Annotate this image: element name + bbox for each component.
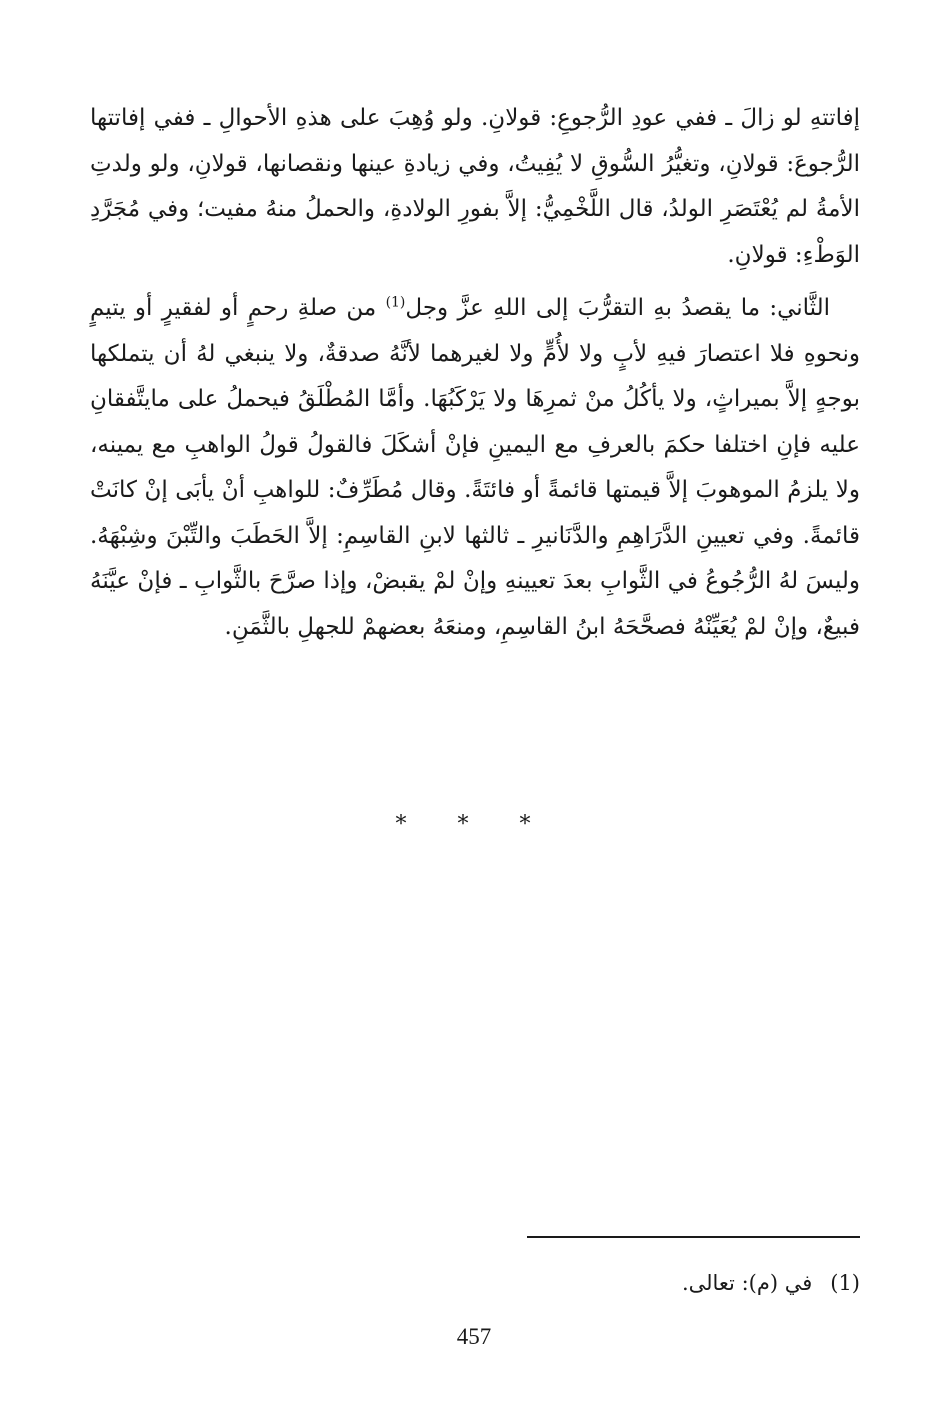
footnote-reference: (1) [385, 294, 406, 311]
footnote-number: (1) [830, 1271, 860, 1295]
paragraph-2 [90, 286, 860, 650]
main-text [90, 96, 860, 650]
section-separator: * * * [395, 812, 553, 837]
paragraph-2-rest: من صلةِ رحمٍ أو لفقيرٍ أو يتيمٍ ونحوهِ فلا اعتصارَ فيهِ لأبٍ ولا لأُمٍّ ولا لغيرهما لأنَّهُ صدقةٌ، ولا ينبغي لهُ أن يتملكها بوجهٍ إلاَّ بميراثٍ، ولا يأكُلُ منْ ثمرِهَا ولا يَرْكَبُهَا. وأمَّا المُطْلَقُ فيحملُ على مايتَّفقانِ عليه فإنِ اختلفا حكمَ بالعرفِ مع اليمينِ فإنْ أشكَلَ فالقولُ قولُ الواهبِ مع يمينه، ولا يلزمُ الموهوبَ إلاَّ قيمتها قائمةً أو فائتَةً. وقال مُطَرِّفٌ: للواهبِ أنْ يأبَى إنْ كانَتْ قائمةً. وفي تعيينِ الدَّرَاهِمِ والدَّنَانيرِ ـ ثالثها لابنِ القاسِمِ: إلاَّ الحَطَبَ والتِّبْنَ وشِبْهَهُ. وليسَ لهُ الرُّجُوعُ في الثَّوابِ بعدَ تعيينهِ وإنْ لمْ يقبضْ، وإذا صرَّحَ بالثَّوابِ ـ فإنْ عيَّنَهُ فبيعٌ، وإنْ لمْ يُعَيِّنْهُ فصحَّحَهُ ابنُ القاسِمِ، ومنعَهُ بعضهمْ للجهلِ بالثَّمَنِ. [90, 295, 860, 640]
footnote-divider [527, 1236, 860, 1238]
footnote [682, 1268, 860, 1298]
paragraph-1: إفاتتهِ لو زالَ ـ ففي عودِ الرُّجوعِ: قولانِ. ولو وُهِبَ على هذهِ الأحوالِ ـ ففي إفاتتها الرُّجوعَ: قولانِ، وتغيُّرُ السُّوقِ لا يُفِيتُ، وفي زيادةِ عينها ونقصانها، قولانِ، ولو ولدتِ الأمةُ لم يُعْتَصَرِ الولدُ، قال اللَّخْمِيُّ: إلاَّ بفورِ الولادةِ، والحملُ منهُ مفيت؛ وفي مُجَرَّدِ الوَطْءِ: قولانِ. [90, 105, 860, 268]
paragraph-2-start: الثَّاني: ما يقصدُ بهِ التقرُّبَ إلى اللهِ عزَّ وجل [405, 295, 831, 321]
footnote-text: في (م): تعالى. [681, 1271, 813, 1295]
page-number: 457 [456, 1324, 492, 1349]
